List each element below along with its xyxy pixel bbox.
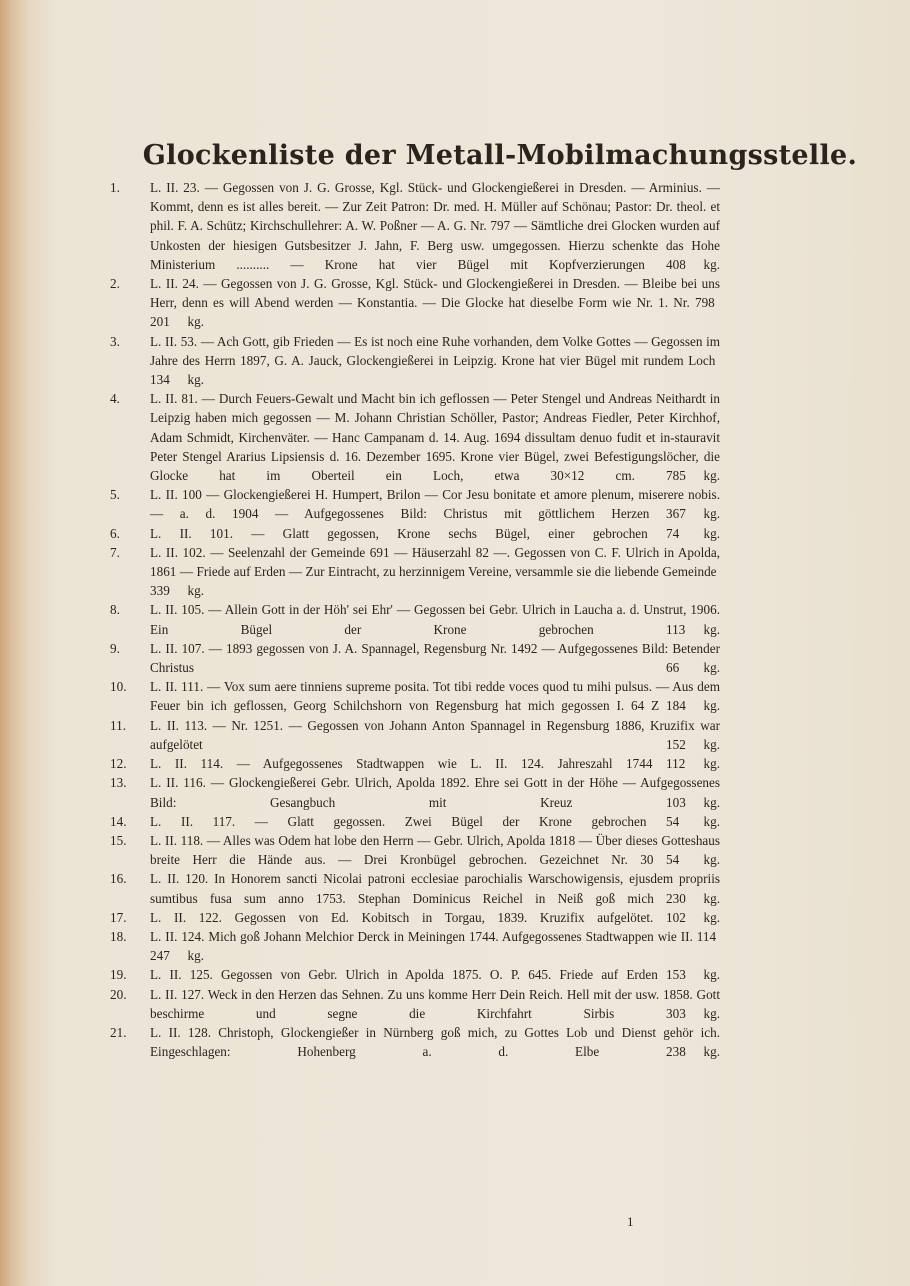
entry-number: 5. bbox=[110, 487, 120, 503]
entry-number: 4. bbox=[110, 391, 120, 407]
bell-entry bbox=[110, 965, 720, 984]
entry-number: 12. bbox=[110, 756, 127, 772]
entry-number: 19. bbox=[110, 967, 127, 983]
entry-weight: 74 kg. bbox=[666, 525, 720, 541]
bell-entry bbox=[110, 985, 720, 1023]
entry-weight: 103 kg. bbox=[666, 794, 720, 810]
entry-text: L. II. 100 — Glockengießerei H. Humpert, Brilon — Cor Jesu bonitate et amore plenum, miserere nobis. — a. d. 1904 — Aufgegossenes Bild: Christus mit göttlichem Herzen bbox=[150, 487, 720, 522]
entry-weight: 153 kg. bbox=[666, 967, 720, 983]
entry-number: 9. bbox=[110, 640, 120, 656]
bell-entry bbox=[110, 524, 720, 543]
entry-text: L. II. 53. — Ach Gott, gib Frieden — Es ist noch eine Ruhe vorhanden, dem Volke Gottes — Gegossen im Jahre des Herrn 1897, G. A. Jauck, Glockengießerei in Leipzig. Krone hat vier Bügel mit rundem Loch bbox=[150, 333, 720, 368]
document-title: Glockenliste der Metall-Mobilmachungsstelle. bbox=[142, 140, 858, 171]
bell-list bbox=[110, 178, 720, 1061]
bell-entry bbox=[110, 869, 720, 907]
entry-weight: 152 kg. bbox=[666, 736, 720, 752]
entry-number: 15. bbox=[110, 832, 127, 848]
bell-entry bbox=[110, 754, 720, 773]
entry-weight: 230 kg. bbox=[666, 890, 720, 906]
entry-number: 14. bbox=[110, 813, 127, 829]
entry-text: L. II. 118. — Alles was Odem hat lobe den Herrn — Gebr. Ulrich, Apolda 1818 — Über dieses Gotteshaus breite Herr die Hände aus. — Drei Kronbügel gebrochen. Gezeichnet Nr. 30 bbox=[150, 832, 720, 868]
entry-number: 7. bbox=[110, 544, 120, 560]
bell-entry bbox=[110, 908, 720, 927]
entry-text: L. II. 127. Weck in den Herzen das Sehnen. Zu uns komme Herr Dein Reich. Hell mit der usw. 1858. Gott beschirme und segne die Kirchfahrt Sirbis bbox=[150, 986, 720, 1021]
entry-text: L. II. 101. — Glatt gegossen, Krone sechs Bügel, einer gebrochen bbox=[150, 525, 648, 541]
entry-text: L. II. 114. — Aufgegossenes Stadtwappen wie L. II. 124. Jahreszahl 1744 bbox=[150, 756, 653, 772]
entry-text: L. II. 24. — Gegossen von J. G. Grosse, Kgl. Stück- und Glockengießerei in Dresden. — Bleibe bei uns Herr, denn es will Abend werden — Konstantia. — Die Glocke hat dieselbe Form wie Nr. 1. Nr. 798 bbox=[150, 276, 720, 311]
entry-text: L. II. 23. — Gegossen von J. G. Grosse, Kgl. Stück- und Glockengießerei in Dresden. — Arminius. — Kommt, denn es ist alles bereit. — Zur Zeit Patron: Dr. med. H. Müller auf Schönau; Pastor: Dr. theol. et phil. F. A. Schütz; Kirchschullehrer: A. W. Poßner — A. G. Nr. 797 — Sämtliche drei Glocken wurden auf Unkosten der hiesigen Gutsbesitzer J. Jahn, F. Berg usw. umgegossen. Hierzu schenkte das Hohe Ministerium .......... — Krone hat vier Bügel mit Kopfverzierungen bbox=[150, 180, 720, 272]
bell-entry bbox=[110, 1023, 720, 1061]
entry-number: 8. bbox=[110, 602, 120, 618]
entry-text: L. II. 125. Gegossen von Gebr. Ulrich in Apolda 1875. O. P. 645. Friede auf Erden bbox=[150, 967, 658, 983]
entry-weight: 367 kg. bbox=[666, 506, 720, 522]
entry-text: L. II. 81. — Durch Feuers-Gewalt und Macht bin ich geflossen — Peter Stengel und Andreas Neithardt in Leipzig haben mich gegossen — M. Johann Christian Schöller, Pastor; Andreas Fiedler, Peter Kirchhof, Adam Schmidt, Kirchenväter. — Hanc Campanam d. 14. Aug. 1694 dissultam denuo fudit et in-stauravit Peter Stengel Ararius Lipsiensis d. 16. Dezember 1695. Krone vier Bügel, zwei Befestigungslöcher, die Glocke hat im Oberteil ein Loch, etwa 30×12 cm. bbox=[150, 391, 720, 484]
bell-entry bbox=[110, 716, 720, 754]
entry-number: 3. bbox=[110, 333, 120, 349]
bell-entry bbox=[110, 389, 720, 485]
entry-number: 17. bbox=[110, 909, 127, 925]
bell-entry bbox=[110, 812, 720, 831]
entry-number: 11. bbox=[110, 717, 126, 733]
entry-text: L. II. 116. — Glockengießerei Gebr. Ulrich, Apolda 1892. Ehre sei Gott in der Höhe — Aufgegossenes Bild: Gesangbuch mit Kreuz bbox=[150, 775, 720, 810]
entry-text: L. II. 122. Gegossen von Ed. Kobitsch in Torgau, 1839. Kruzifix aufgelötet. bbox=[150, 909, 654, 925]
entry-number: 2. bbox=[110, 276, 120, 292]
page-number: 1 bbox=[627, 1214, 634, 1229]
entry-text: L. II. 111. — Vox sum aere tinniens supreme posita. Tot tibi redde voces quod tu mihi pulsus. — Aus dem Feuer bin ich geflossen, Georg Schilchshorn von Regensburg hat mich gegossen I. 64 Z bbox=[150, 679, 720, 714]
entry-text: L. II. 128. Christoph, Glockengießer in Nürnberg goß mich, zu Gottes Lob und Dienst gehör ich. Eingeschlagen: Hohenberg a. d. Elbe bbox=[150, 1024, 720, 1060]
entry-number: 18. bbox=[110, 928, 127, 944]
bell-entry bbox=[110, 274, 720, 332]
entry-text: L. II. 117. — Glatt gegossen. Zwei Bügel der Krone gebrochen bbox=[150, 813, 647, 829]
entry-weight: 66 kg. bbox=[666, 660, 720, 676]
entry-text: L. II. 124. Mich goß Johann Melchior Derck in Meiningen 1744. Aufgegossenes Stadtwappen wie II. 114 bbox=[150, 928, 717, 944]
entry-text: L. II. 113. — Nr. 1251. — Gegossen von Johann Anton Spannagel in Regensburg 1886, Kruzifix war aufgelötet bbox=[150, 717, 720, 752]
entry-weight: 102 kg. bbox=[666, 909, 720, 925]
bell-entry bbox=[110, 773, 720, 811]
bell-entry bbox=[110, 600, 720, 638]
entry-weight: 134 kg. bbox=[150, 372, 204, 388]
entry-text: L. II. 120. In Honorem sancti Nicolai patroni ecclesiae parochialis Warschowigensis, ejusdem propriis sumtibus fusa sum anno 1753. Stephan Dominicus Reichel in Neiß goß mich bbox=[150, 871, 720, 906]
entry-weight: 201 kg. bbox=[150, 314, 204, 330]
entry-weight: 785 kg. bbox=[666, 468, 720, 484]
entry-weight: 112 kg. bbox=[666, 756, 720, 772]
entry-number: 21. bbox=[110, 1024, 127, 1040]
entry-number: 13. bbox=[110, 775, 127, 791]
entry-weight: 339 kg. bbox=[150, 583, 204, 599]
entry-weight: 247 kg. bbox=[150, 948, 204, 964]
entry-number: 16. bbox=[110, 871, 127, 887]
bell-entry bbox=[110, 543, 720, 601]
entry-number: 6. bbox=[110, 525, 120, 541]
bell-entry bbox=[110, 927, 720, 965]
entry-weight: 113 kg. bbox=[666, 621, 720, 637]
entry-weight: 54 kg. bbox=[666, 852, 720, 868]
bell-entry bbox=[110, 639, 720, 677]
entry-weight: 238 kg. bbox=[666, 1044, 721, 1060]
entry-number: 1. bbox=[110, 180, 120, 195]
bell-entry bbox=[110, 332, 720, 390]
bell-entry bbox=[110, 831, 720, 869]
bell-entry bbox=[110, 178, 720, 274]
entry-text: L. II. 105. — Allein Gott in der Höh' sei Ehr' — Gegossen bei Gebr. Ulrich in Laucha a. d. Unstrut, 1906. Ein Bügel der Krone gebrochen bbox=[150, 602, 720, 637]
bell-entry bbox=[110, 677, 720, 715]
entry-text: L. II. 102. — Seelenzahl der Gemeinde 691 — Häuserzahl 82 —. Gegossen von C. F. Ulrich in Apolda, 1861 — Friede auf Erden — Zur Eintracht, zu herzinnigem Vereine, versammle sie die liebende Gemeinde bbox=[150, 544, 720, 580]
entry-text: L. II. 107. — 1893 gegossen von J. A. Spannagel, Regensburg Nr. 1492 — Aufgegossenes Bild: Betender Christus bbox=[150, 640, 720, 676]
entry-weight: 303 kg. bbox=[666, 1005, 721, 1021]
entry-weight: 408 kg. bbox=[666, 256, 721, 272]
entry-weight: 184 kg. bbox=[666, 698, 720, 714]
entry-number: 20. bbox=[110, 986, 127, 1002]
entry-weight: 54 kg. bbox=[666, 813, 721, 829]
bell-entry bbox=[110, 485, 720, 523]
entry-number: 10. bbox=[110, 679, 127, 695]
